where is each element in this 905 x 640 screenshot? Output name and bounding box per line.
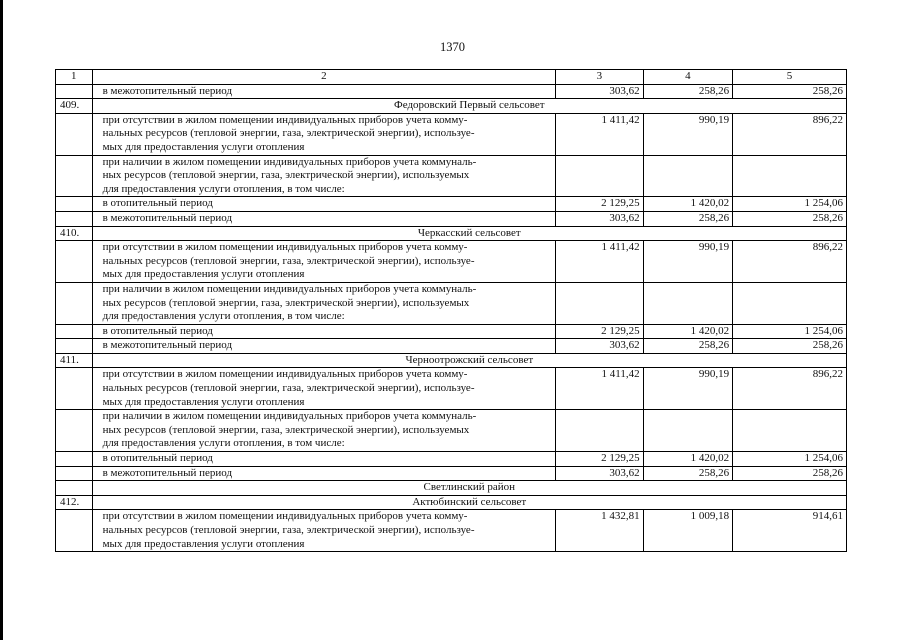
value-col-4: 990,19 [643, 368, 732, 410]
header-cell-2: 2 [92, 70, 556, 85]
section-row [56, 353, 847, 368]
value-col-4: 1 009,18 [643, 510, 732, 552]
value-col-5: 258,26 [733, 339, 847, 354]
row-number [56, 466, 93, 481]
page-number: 1370 [440, 40, 465, 54]
header-cell-1: 1 [56, 70, 93, 85]
row-number [56, 324, 93, 339]
section-number: 412. [56, 495, 93, 510]
description-line: при отсутствии в жилом помещении индивидуальных приборов учета комму- [102, 368, 468, 381]
section-row [56, 99, 847, 114]
table-row [56, 466, 847, 481]
value-col-3 [556, 155, 643, 197]
row-number [56, 510, 93, 552]
value-col-5: 1 254,06 [733, 197, 847, 212]
row-number [56, 113, 93, 155]
value-col-4: 990,19 [643, 241, 732, 283]
section-title: Черноотрожский сельсовет [92, 353, 846, 368]
description-line: в межотопительный период [102, 211, 233, 224]
description-line: в отопительный период [102, 452, 213, 465]
row-number [56, 241, 93, 283]
description-line: мых для предоставления услуги отопления [102, 140, 305, 153]
value-col-4: 258,26 [643, 211, 732, 226]
section-title: Актюбинский сельсовет [92, 495, 846, 510]
value-col-4: 990,19 [643, 113, 732, 155]
value-col-4 [643, 410, 732, 452]
value-col-3: 303,62 [556, 339, 643, 354]
section-title: Федоровский Первый сельсовет [92, 99, 846, 114]
section-title: Светлинский район [92, 481, 846, 496]
value-col-5: 896,22 [733, 241, 847, 283]
row-number [56, 339, 93, 354]
row-description [92, 211, 556, 226]
value-col-3: 1 411,42 [556, 113, 643, 155]
description-line: в отопительный период [102, 324, 213, 337]
description-line: в отопительный период [102, 197, 213, 210]
value-col-5: 896,22 [733, 113, 847, 155]
description-line: нальных ресурсов (тепловой энергии, газа, электрической энергии), используе- [102, 127, 475, 140]
description-line: для предоставления услуги отопления, в том числе: [102, 310, 345, 323]
value-col-5 [733, 282, 847, 324]
value-col-3: 2 129,25 [556, 452, 643, 467]
table-row [56, 211, 847, 226]
description-line: нальных ресурсов (тепловой энергии, газа, электрической энергии), используе- [102, 382, 475, 395]
value-col-5: 1 254,06 [733, 324, 847, 339]
value-col-5: 1 254,06 [733, 452, 847, 467]
value-col-3: 303,62 [556, 211, 643, 226]
value-col-5 [733, 155, 847, 197]
value-col-5: 258,26 [733, 84, 847, 99]
value-col-5: 258,26 [733, 211, 847, 226]
row-description [92, 84, 556, 99]
table-row [56, 155, 847, 197]
table-row [56, 241, 847, 283]
row-description [92, 113, 556, 155]
table-row [56, 368, 847, 410]
row-description [92, 241, 556, 283]
row-description [92, 410, 556, 452]
value-col-3: 2 129,25 [556, 324, 643, 339]
row-description [92, 282, 556, 324]
table-row [56, 324, 847, 339]
table-body [56, 84, 847, 552]
section-row [56, 495, 847, 510]
description-line: при наличии в жилом помещении индивидуальных приборов учета коммуналь- [102, 410, 477, 423]
row-description [92, 466, 556, 481]
description-line: при отсутствии в жилом помещении индивидуальных приборов учета комму- [102, 510, 468, 523]
header-cell-3: 3 [556, 70, 643, 85]
header-row [56, 70, 847, 85]
section-number: 410. [56, 226, 93, 241]
description-line: для предоставления услуги отопления, в том числе: [102, 437, 345, 450]
row-description [92, 452, 556, 467]
value-col-4: 258,26 [643, 466, 732, 481]
value-col-3 [556, 410, 643, 452]
value-col-4 [643, 155, 732, 197]
value-col-3: 303,62 [556, 466, 643, 481]
section-title: Черкасский сельсовет [92, 226, 846, 241]
row-number [56, 155, 93, 197]
value-col-3: 1 411,42 [556, 241, 643, 283]
table-row [56, 282, 847, 324]
value-col-3: 1 432,81 [556, 510, 643, 552]
row-description [92, 197, 556, 212]
description-line: мых для предоставления услуги отопления [102, 537, 305, 550]
section-number [56, 481, 93, 496]
row-number [56, 84, 93, 99]
value-col-4: 1 420,02 [643, 324, 732, 339]
description-line: ных ресурсов (тепловой энергии, газа, электрической энергии), используемых [102, 169, 470, 182]
section-row [56, 481, 847, 496]
header-cell-5: 5 [733, 70, 847, 85]
row-number [56, 410, 93, 452]
value-col-3: 303,62 [556, 84, 643, 99]
table-row [56, 84, 847, 99]
description-line: ных ресурсов (тепловой энергии, газа, электрической энергии), используемых [102, 423, 470, 436]
row-description [92, 510, 556, 552]
description-line: нальных ресурсов (тепловой энергии, газа, электрической энергии), используе- [102, 524, 475, 536]
row-number [56, 452, 93, 467]
row-number [56, 368, 93, 410]
value-col-4: 1 420,02 [643, 197, 732, 212]
row-description [92, 324, 556, 339]
description-line: при отсутствии в жилом помещении индивидуальных приборов учета комму- [102, 241, 468, 254]
description-line: мых для предоставления услуги отопления [102, 268, 305, 281]
table-row [56, 510, 847, 552]
row-number [56, 197, 93, 212]
value-col-4 [643, 282, 732, 324]
page-edge-line [0, 0, 3, 640]
description-line: ных ресурсов (тепловой энергии, газа, электрической энергии), используемых [102, 296, 470, 309]
description-line: для предоставления услуги отопления, в том числе: [102, 182, 345, 195]
value-col-5: 258,26 [733, 466, 847, 481]
value-col-3 [556, 282, 643, 324]
header-cell-4: 4 [643, 70, 732, 85]
description-line: при отсутствии в жилом помещении индивидуальных приборов учета комму- [102, 113, 468, 126]
value-col-4: 258,26 [643, 84, 732, 99]
value-col-4: 1 420,02 [643, 452, 732, 467]
value-col-3: 1 411,42 [556, 368, 643, 410]
row-description [92, 155, 556, 197]
section-row [56, 226, 847, 241]
value-col-5: 896,22 [733, 368, 847, 410]
section-number: 409. [56, 99, 93, 114]
description-line: в межотопительный период [102, 466, 233, 479]
section-number: 411. [56, 353, 93, 368]
value-col-3: 2 129,25 [556, 197, 643, 212]
row-description [92, 368, 556, 410]
description-line: в межотопительный период [102, 339, 233, 352]
row-number [56, 282, 93, 324]
description-line: в межотопительный период [102, 84, 233, 97]
table-row [56, 113, 847, 155]
table-header [56, 70, 847, 85]
value-col-5 [733, 410, 847, 452]
table-row [56, 339, 847, 354]
description-line: при наличии в жилом помещении индивидуальных приборов учета коммуналь- [102, 155, 477, 168]
row-description [92, 339, 556, 354]
table-row [56, 197, 847, 212]
value-col-5: 914,61 [733, 510, 847, 552]
description-line: при наличии в жилом помещении индивидуальных приборов учета коммуналь- [102, 282, 477, 295]
tariff-table [55, 69, 847, 552]
description-line: нальных ресурсов (тепловой энергии, газа, электрической энергии), используе- [102, 254, 475, 267]
description-line: мых для предоставления услуги отопления [102, 395, 305, 408]
table-row [56, 452, 847, 467]
value-col-4: 258,26 [643, 339, 732, 354]
table-row [56, 410, 847, 452]
row-number [56, 211, 93, 226]
